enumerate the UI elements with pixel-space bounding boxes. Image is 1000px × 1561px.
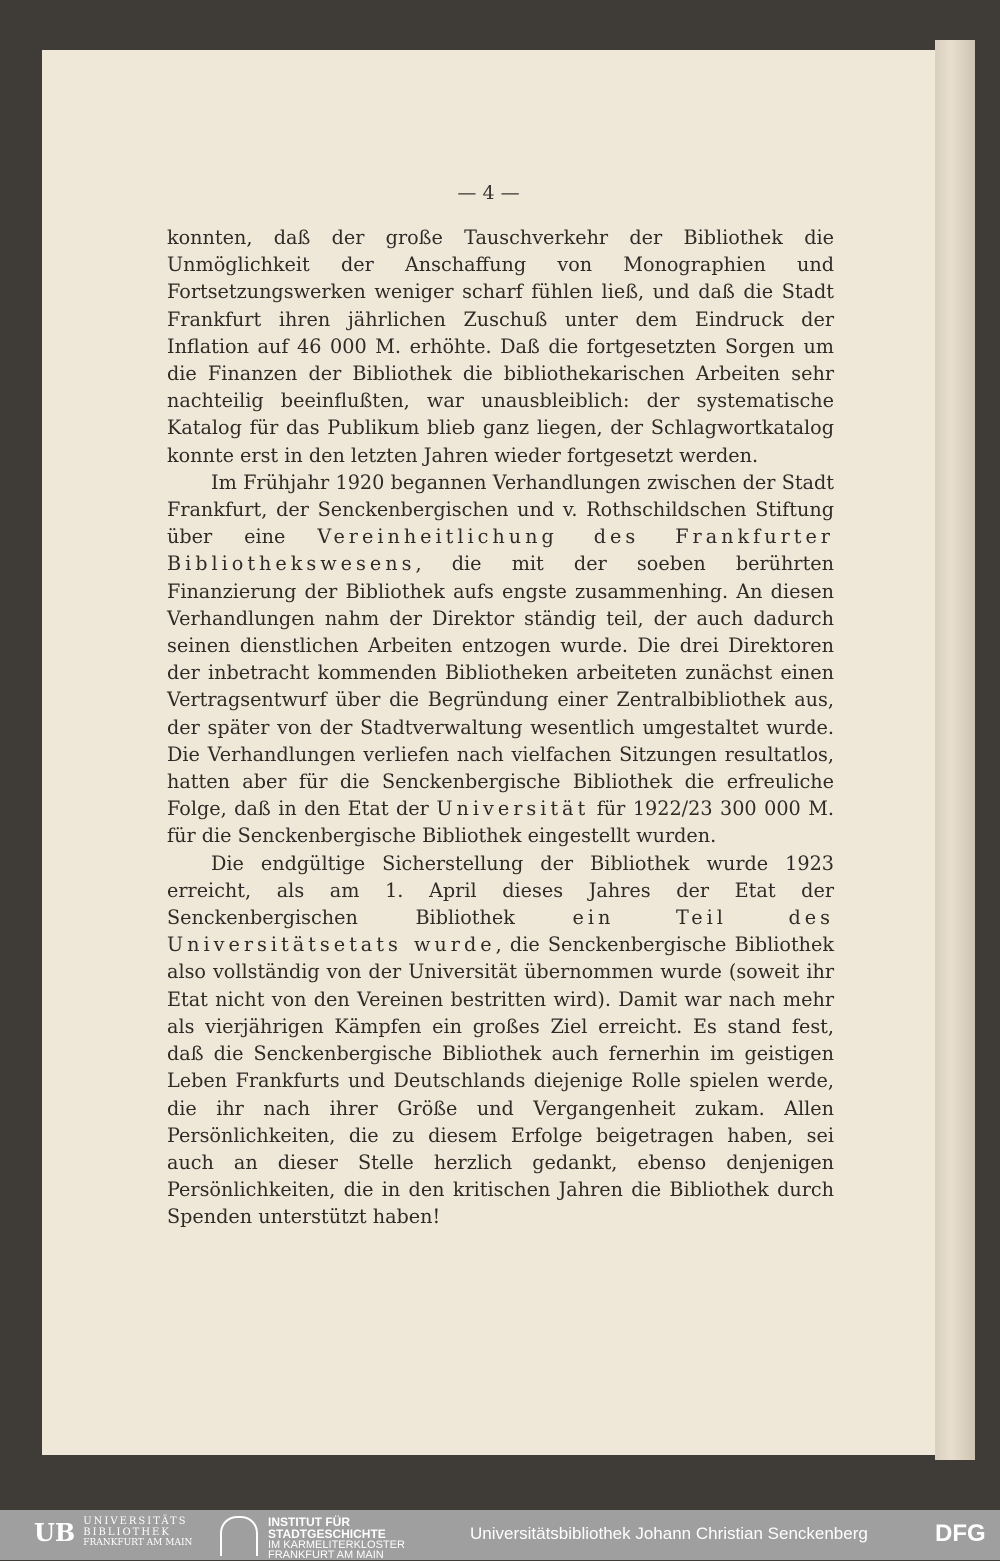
scanned-page [42, 50, 935, 1455]
text-run: konnten, daß der große Tauschverkehr der Bibliothek die Unmöglichkeit der Anschaffung von Monographien und Fortsetzungswerken weniger scharf fühlen ließ, und daß die Stadt Frankfurt ihren jährlichen Zuschuß unter dem Eindruck der Inflation auf 46 000 M. erhöhte. Daß die fortgesetzten Sorgen um die Finanzen der Bibliothek die bibliothekarischen Arbeiten sehr nachteilig beeinflußten, war unausbleiblich: der systematische Katalog für das Publikum blieb ganz liegen, der Schlagwortkatalog konnte erst in den letzten Jahren wieder fortgesetzt werden. [167, 226, 834, 467]
spaced-emphasis: Vereinheitlichung des Frankfurter Bibliothekswesens [167, 525, 834, 576]
dfg-logo[interactable]: DFG [935, 1520, 986, 1547]
paragraph [167, 469, 834, 850]
inst-line3: IM KARMELITERKLOSTER [268, 1539, 405, 1551]
ub-mark: UB [34, 1518, 76, 1547]
paragraph [167, 850, 834, 1231]
institut-logo[interactable] [220, 1516, 405, 1560]
text-run: für 1922/23 300 000 M. für die Senckenbergische Bibliothek eingestellt wurden. [167, 797, 834, 848]
spaced-emphasis: Universität [436, 797, 590, 821]
library-name: Universitätsbibliothek Johann Christian Senckenberg [470, 1524, 868, 1543]
text-run: Im Frühjahr 1920 begannen Verhandlungen zwischen der Stadt Frankfurt, der Senckenbergischen und v. Rothschildschen Stiftung über eine [167, 470, 834, 549]
next-page-edge [935, 40, 975, 1460]
ub-line3: FRANKFURT AM MAIN [83, 1538, 193, 1548]
footer-bar [0, 1510, 1000, 1560]
inst-line4: FRANKFURT AM MAIN [268, 1549, 384, 1561]
ub-line2: BIBLIOTHEK [83, 1527, 171, 1538]
text-run: , die Senckenbergische Bibliothek also vollständig von der Universität übernommen wurde (soweit ihr Etat nicht von den Vereinen bestritten wird). Damit war nach mehr als vierjährigen Kämpfen ein großes Ziel erreicht. Es stand fest, daß die Senckenbergische Bibliothek auch fernerhin im geistigen Leben Frankfurts und Deutschlands diejenige Rolle spielen werde, die ihr nach ihrer Größe und Vergangenheit zukam. Allen Persönlichkeiten, die zu diesem Erfolge beigetragen haben, sei auch an dieser Stelle herzlich gedankt, ebenso denjenigen Persönlichkeiten, die in den kritischen Jahren die Bibliothek durch Spenden unterstützt haben! [167, 933, 834, 1229]
text-run: , die mit der soeben berührten Finanzierung der Bibliothek aufs engste zusammenhing. An diesen Verhandlungen nahm der Direktor ständig teil, der auch dadurch seinen dienstlichen Arbeiten entzogen wurde. Die drei Direktoren der inbetracht kommenden Bibliotheken arbeiteten zunächst einen Vertragsentwurf über die Begründung einer Zentralbibliothek aus, der später von der Stadtverwaltung wesentlich umgestaltet wurde. Die Verhandlungen verliefen nach vielfachen Sitzungen resultatlos, hatten aber für die Senckenbergische Bibliothek die erfreuliche Folge, daß in den Etat der [167, 552, 834, 821]
inst-line2: STADTGESCHICHTE [268, 1527, 386, 1541]
arch-icon [220, 1516, 258, 1556]
inst-line1: INSTITUT FÜR [268, 1515, 350, 1529]
text-run: Die endgültige Sicherstellung der Bibliothek wurde 1923 erreicht, als am 1. April dieses Jahres der Etat der Senckenbergischen Bibliothek [167, 851, 834, 930]
ub-line1: UNIVERSITÄTS [83, 1516, 188, 1527]
paragraph [167, 224, 834, 469]
page-number: — 4 — [457, 182, 520, 204]
ub-logo[interactable] [6, 1516, 192, 1549]
spaced-emphasis: ein Teil des Universitätsetats wurde [167, 906, 834, 957]
body-text [167, 224, 834, 1231]
